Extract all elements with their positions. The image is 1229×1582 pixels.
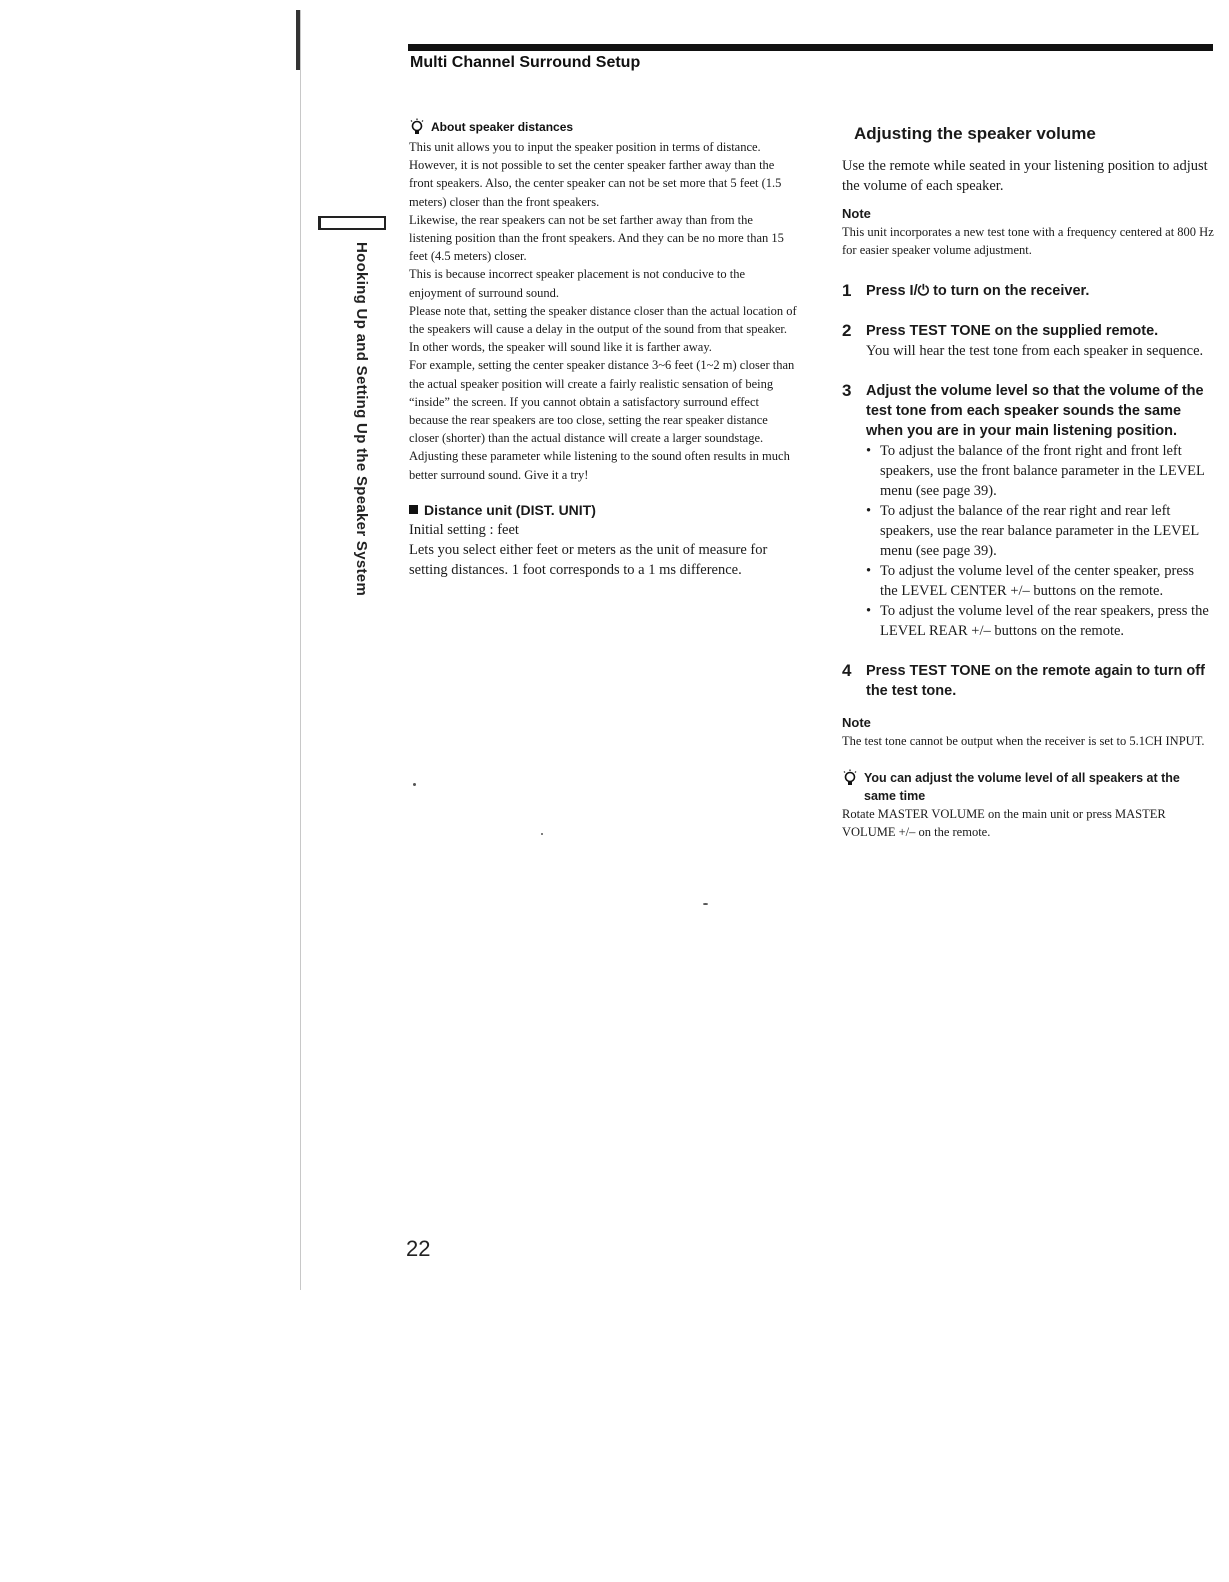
header-rule bbox=[408, 44, 1213, 51]
scan-speck bbox=[413, 783, 416, 786]
step-number: 2 bbox=[842, 321, 852, 341]
tip-paragraph: Adjusting these parameter while listening to the sound often results in much better surround sound. Give it a try! bbox=[409, 449, 790, 482]
distance-unit-body: Lets you select either feet or meters as the unit of measure for setting distances. 1 foot corresponds to a 1 ms difference. bbox=[409, 541, 768, 578]
step-title: Adjust the volume level so that the volume of the test tone from each speaker sounds the same when you are in your main listening position. bbox=[866, 383, 1204, 440]
bullet-item: • To adjust the volume level of the center speaker, press the LEVEL CENTER +/– buttons on the remote. bbox=[866, 561, 1214, 601]
bullet-item: • To adjust the balance of the rear right and rear left speakers, use the rear balance parameter in the LEVEL menu (see page 39). bbox=[866, 501, 1214, 561]
tip-title: About speaker distances bbox=[431, 120, 574, 134]
step-2 bbox=[842, 321, 1214, 361]
bullet-item: • To adjust the volume level of the rear speakers, press the LEVEL REAR +/– buttons on the remote. bbox=[866, 601, 1214, 641]
note-text: This unit incorporates a new test tone with a frequency centered at 800 Hz for easier speaker volume adjustment. bbox=[842, 225, 1214, 258]
square-bullet-icon bbox=[409, 505, 418, 514]
step-4 bbox=[842, 661, 1214, 701]
intro-text: Use the remote while seated in your listening position to adjust the volume of each speaker. bbox=[842, 158, 1208, 194]
tip-paragraph: For example, setting the center speaker distance 3~6 feet (1~2 m) closer than the actual speaker position will create a fairly realistic sensation of being “inside” the screen. If you cannot obtain a satisfactory surround effect because the rear speakers are too close, setting the rear speaker distance closer (shorter) than the actual distance will create a larger soundstage. bbox=[409, 358, 795, 446]
step-title: Press TEST TONE on the supplied remote. bbox=[866, 323, 1159, 340]
step-title: Press TEST TONE on the remote again to turn off the test tone. bbox=[866, 663, 1205, 700]
section-tab-marker bbox=[318, 216, 386, 230]
bullet-item: • To adjust the balance of the front right and front left speakers, use the front balance parameter in the LEVEL menu (see page 39). bbox=[866, 441, 1214, 501]
scan-speck bbox=[541, 833, 543, 835]
lightbulb-icon bbox=[842, 769, 858, 787]
tip-text: Rotate MASTER VOLUME on the main unit or press MASTER VOLUME +/– on the remote. bbox=[842, 806, 1166, 839]
distance-unit-title: Distance unit (DIST. UNIT) bbox=[424, 501, 596, 518]
side-tab-label: Hooking Up and Setting Up the Speaker System bbox=[353, 242, 370, 597]
distance-unit-initial: Initial setting : feet bbox=[409, 521, 519, 538]
note-label: Note bbox=[842, 715, 871, 731]
tip-title: You can adjust the volume level of all speakers at the same time bbox=[864, 770, 1180, 803]
tip-heading bbox=[842, 769, 1214, 805]
tip-paragraph: Please note that, setting the speaker distance closer than the actual location of the speakers will cause a delay in the output of the sound from that speaker. In other words, the speaker will sound like it is farther away. bbox=[409, 303, 797, 355]
section-heading: Adjusting the speaker volume bbox=[854, 124, 1096, 143]
note-label: Note bbox=[842, 206, 871, 221]
step-title: Press I/⏻ to turn on the receiver. bbox=[866, 283, 1090, 300]
distance-unit-heading bbox=[409, 502, 799, 518]
binding-edge bbox=[300, 10, 301, 1290]
tip-paragraph: Likewise, the rear speakers can not be set farther away than from the listening position than the front speakers. And they can be no more than 15 feet (4.5 meters) closer. bbox=[409, 212, 784, 264]
step-number: 4 bbox=[842, 661, 852, 681]
scan-speck bbox=[703, 903, 708, 905]
left-column bbox=[409, 118, 799, 580]
tip-paragraph: This unit allows you to input the speaker position in terms of distance. However, it is not possible to set the center speaker farther away than the front speakers. Also, the center speaker can not be set more that 5 feet (1.5 meters) closer than the front speakers. bbox=[409, 140, 782, 209]
step-3-bullets bbox=[866, 441, 1214, 641]
page-section-title: Multi Channel Surround Setup bbox=[410, 54, 641, 71]
step-number: 1 bbox=[842, 281, 852, 301]
note-text: The test tone cannot be output when the receiver is set to 5.1CH INPUT. bbox=[842, 734, 1205, 749]
binding-mark bbox=[296, 10, 300, 70]
lightbulb-icon bbox=[409, 118, 425, 136]
page-number: 22 bbox=[406, 1236, 431, 1261]
right-column bbox=[842, 124, 1214, 841]
step-body: You will hear the test tone from each speaker in sequence. bbox=[866, 343, 1204, 360]
step-number: 3 bbox=[842, 381, 852, 401]
tip-paragraph: This is because incorrect speaker placement is not conducive to the enjoyment of surround sound. bbox=[409, 267, 745, 300]
tip-heading bbox=[409, 118, 799, 136]
step-3 bbox=[842, 381, 1214, 641]
step-1 bbox=[842, 281, 1214, 301]
